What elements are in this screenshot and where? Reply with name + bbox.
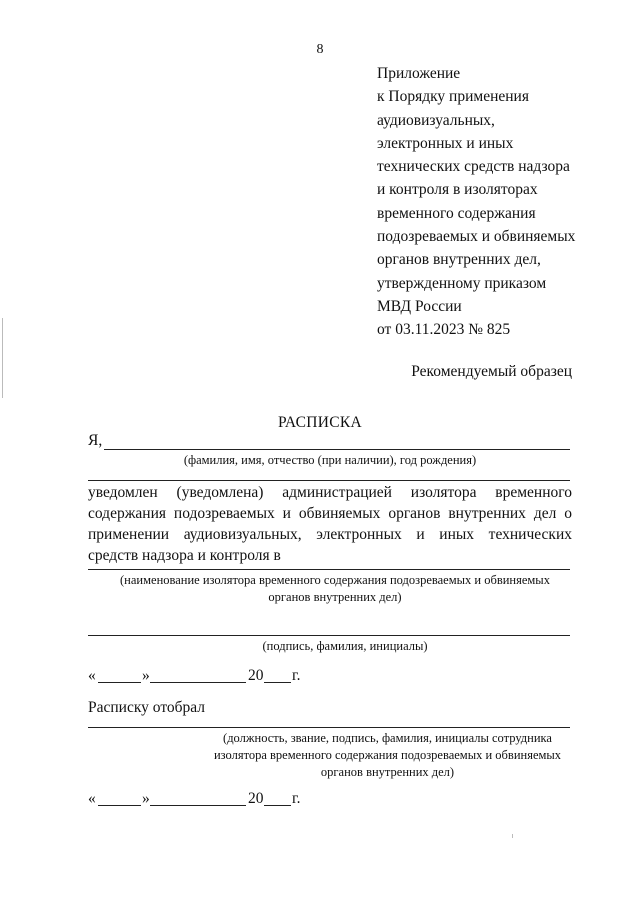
- appendix-line: органов внутренних дел,: [377, 251, 541, 269]
- document-title: РАСПИСКА: [277, 414, 363, 431]
- year-prefix: 20: [248, 667, 264, 684]
- appendix-line: Приложение: [377, 65, 461, 82]
- appendix-line: временного содержания: [377, 204, 536, 222]
- officer-fill-line[interactable]: [88, 727, 570, 728]
- name-caption: (фамилия, имя, отчество (при наличии), год рождения): [183, 453, 477, 467]
- appendix-block: [377, 62, 575, 342]
- name-fill-line[interactable]: [104, 449, 570, 450]
- appendix-line: и контроля в изоляторах: [377, 181, 538, 199]
- notice-paragraph: уведомлен (уведомлена) администрацией изолятора временного содержания подозреваемых и обвиняемых органов внутренних дел о применении аудиовизуальных, электронных и иных технических средств надзора и контроля в: [88, 484, 572, 564]
- year-prefix: 20: [248, 790, 264, 807]
- appendix-line: МВД России: [377, 297, 462, 315]
- month-fill-line[interactable]: [150, 682, 246, 683]
- appendix-line: от 03.11.2023 № 825: [377, 321, 511, 339]
- open-quote: «: [88, 790, 96, 807]
- year-suffix: г.: [292, 790, 301, 807]
- appendix-line: аудиовизуальных,: [377, 111, 495, 129]
- name-continuation-line[interactable]: [88, 480, 570, 481]
- officer-caption: (должность, звание, подпись, фамилия, инициалы сотрудника изолятора временного содержания подозреваемых и обвиняемых органов внутренних дел): [213, 731, 562, 779]
- day-fill-line[interactable]: [98, 682, 141, 683]
- day-fill-line[interactable]: [98, 805, 141, 806]
- received-by-label: Расписку отобрал: [88, 699, 206, 716]
- facility-fill-line[interactable]: [88, 569, 570, 570]
- recommended-sample-label: Рекомендуемый образец: [411, 363, 572, 380]
- scan-edge-mark: [2, 318, 3, 398]
- date-row: [0, 790, 640, 810]
- close-quote: »: [142, 667, 150, 684]
- signature-caption: (подпись, фамилия, инициалы): [262, 639, 428, 653]
- date-row: [0, 667, 640, 687]
- ya-label: Я,: [88, 432, 103, 449]
- appendix-line: технических средств надзора: [377, 158, 570, 176]
- signature-fill-line[interactable]: [88, 635, 570, 636]
- page-number: 8: [316, 42, 324, 57]
- appendix-line: утвержденному приказом: [377, 274, 547, 292]
- year-fill-line[interactable]: [264, 805, 291, 806]
- appendix-line: подозреваемых и обвиняемых: [377, 228, 576, 246]
- month-fill-line[interactable]: [150, 805, 246, 806]
- year-suffix: г.: [292, 667, 301, 684]
- appendix-line: электронных и иных: [377, 134, 514, 152]
- facility-caption: (наименование изолятора временного содержания подозреваемых и обвиняемых органов внутренних дел): [120, 573, 550, 604]
- scan-dot-mark: [512, 834, 513, 838]
- close-quote: »: [142, 790, 150, 807]
- appendix-line: к Порядку применения: [377, 88, 529, 106]
- open-quote: «: [88, 667, 96, 684]
- year-fill-line[interactable]: [264, 682, 291, 683]
